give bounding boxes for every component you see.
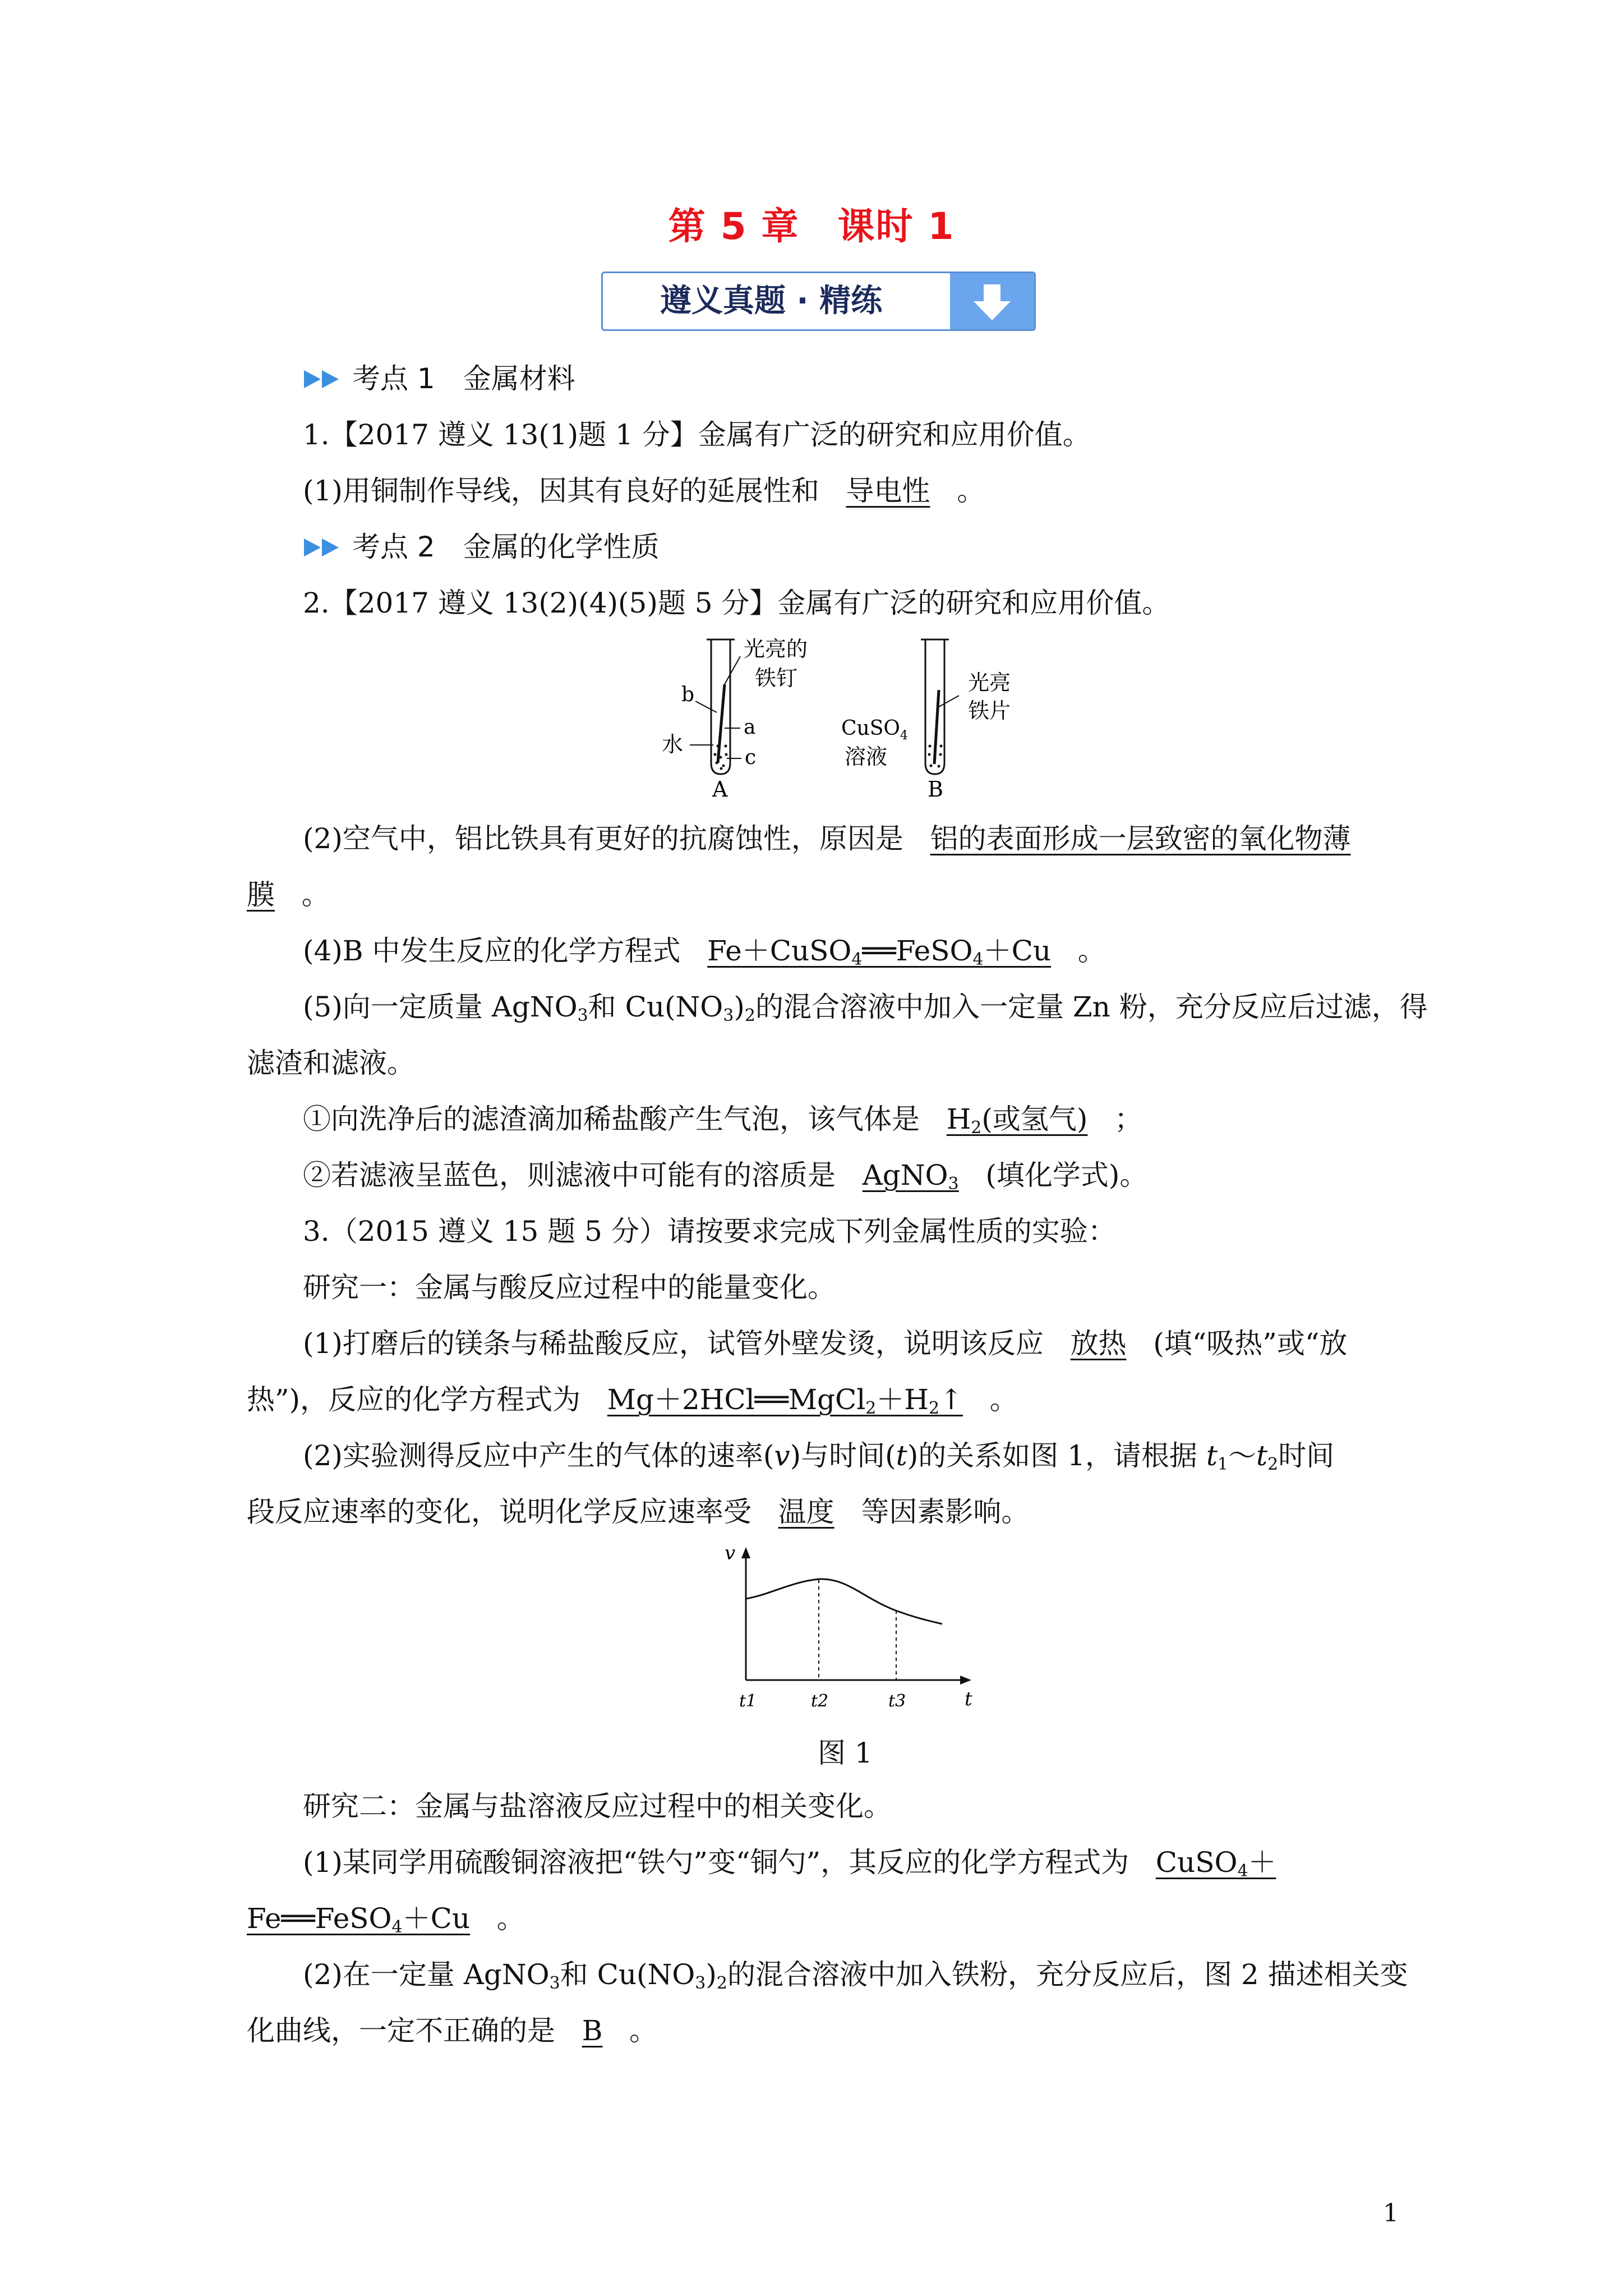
q3-r1-part1-line1: (1)打磨后的镁条与稀盐酸反应，试管外壁发烫，说明该反应 放热 (填“吸热”或“放 [303, 1327, 1348, 1360]
answer: Fe══FeSO$_4$＋Cu [247, 1902, 471, 1937]
double-triangle-icon [303, 361, 342, 401]
label-solution: 溶液 [845, 744, 888, 769]
page-number: 1 [1383, 2199, 1399, 2228]
y-axis-label: v [725, 1543, 736, 1565]
q3-r1-part2-line2: 段反应速率的变化，说明化学反应速率受 温度 等因素影响。 [247, 1496, 1030, 1528]
figure-1-caption: 图 1 [818, 1737, 873, 1769]
answer: 温度 [778, 1496, 834, 1528]
section-kaodian-1 [303, 359, 575, 401]
label-c: c [745, 746, 757, 769]
answer: 膜 [247, 878, 275, 911]
q3-research2: 研究二：金属与盐溶液反应过程中的相关变化。 [303, 1790, 892, 1823]
q2-part4: (4)B 中发生反应的化学方程式 Fe＋CuSO$_4$══FeSO$_4$＋Cu 。 [303, 935, 1106, 969]
label-a: a [744, 716, 756, 739]
label-tube-a: A [712, 777, 728, 802]
answer: 导电性 [846, 475, 930, 507]
q3-stem: 3.（2015 遵义 15 题 5 分）请按要求完成下列金属性质的实验： [303, 1215, 1116, 1248]
label-shiny: 光亮 [968, 670, 1011, 695]
q2-sub1: ①向洗净后的滤渣滴加稀盐酸产生气泡，该气体是 $H_2$(或氢气) ； [303, 1103, 1143, 1138]
q3-r2-part2-line1: (2)在一定量 AgNO$_3$和 $Cu(NO_3)_2$的混合溶液中加入铁粉，充分反应后，图 2 描述相关变 [303, 1958, 1408, 1993]
figure-1-rate-curve [718, 1543, 981, 1717]
q3-r1-part2-line1: (2)实验测得反应中产生的气体的速率(v)与时间(t)的关系如图 1，请根据 $t_1\sim t_2$时间 [303, 1439, 1335, 1474]
answer: $H_2$(或氢气) [946, 1103, 1088, 1138]
section-label: 考点 2 金属的化学性质 [352, 531, 660, 563]
label-iron-sheet: 铁片 [968, 698, 1011, 723]
q1-stem: 1.【2017 遵义 13(1)题 1 分】金属有广泛的研究和应用价值。 [303, 418, 1091, 451]
x-axis-arrow [960, 1676, 971, 1685]
q2-part2-line2: 膜 。 [247, 878, 330, 911]
section-kaodian-2 [303, 527, 660, 569]
q2-stem: 2.【2017 遵义 13(2)(4)(5)题 5 分】金属有广泛的研究和应用价值。 [303, 587, 1170, 619]
q3-r2-part1-line1: (1)某同学用硫酸铜溶液把“铁勺”变“铜勺”，其反应的化学方程式为 CuSO$_4$＋ [303, 1846, 1276, 1881]
q3-r2-part2-line2: 化曲线，一定不正确的是 B 。 [247, 2014, 658, 2047]
banner-label: 遵义真题 · 精练 [660, 283, 883, 319]
rate-curve [746, 1579, 942, 1624]
tick-t1: t1 [739, 1691, 757, 1711]
label-shiny-nail: 光亮的 [744, 637, 808, 661]
x-axis-label: t [965, 1688, 972, 1710]
test-tube-a [690, 639, 741, 774]
answer: 放热 [1070, 1327, 1127, 1360]
answer: Fe＋CuSO$_4$══FeSO$_4$＋Cu [707, 935, 1052, 969]
test-tube-b [921, 639, 959, 774]
section-banner [601, 272, 1036, 331]
label-water: 水 [662, 732, 684, 757]
q2-part5-line2: 滤渣和滤液。 [247, 1047, 415, 1079]
answer: $Mg+2HCl══MgCl_2+H_2↑$ [607, 1383, 963, 1418]
q2-part5-line1: (5)向一定质量 AgNO$_3$和 $Cu(NO_3)_2$的混合溶液中加入一定量 Zn 粉，充分反应后过滤，得 [303, 991, 1428, 1025]
answer: AgNO$_3$ [862, 1159, 959, 1194]
chapter-title: 第 5 章 课时 1 [668, 205, 955, 248]
label-tube-b: B [928, 777, 943, 802]
down-arrow-icon [950, 273, 1034, 329]
label-b: b [681, 683, 695, 706]
answer: B [582, 2014, 603, 2047]
answer: 铝的表面形成一层致密的氧化物薄 [930, 822, 1351, 855]
q3-r1-part1-line2: 热”)，反应的化学方程式为 $Mg+2HCl══MgCl_2+H_2↑$ 。 [247, 1383, 1018, 1418]
y-axis-arrow [741, 1547, 750, 1558]
q2-part2-line1: (2)空气中，铝比铁具有更好的抗腐蚀性，原因是 铝的表面形成一层致密的氧化物薄 [303, 822, 1351, 855]
label-nail: 铁钉 [755, 666, 798, 691]
q3-research1: 研究一：金属与酸反应过程中的能量变化。 [303, 1271, 836, 1304]
q1-part1: (1)用铜制作导线，因其有良好的延展性和 导电性 。 [303, 475, 985, 507]
answer: CuSO$_4$＋ [1155, 1846, 1276, 1881]
double-triangle-icon [303, 530, 342, 569]
test-tube-figure [662, 634, 1054, 802]
label-cuso4: CuSO$_4$ [841, 717, 908, 743]
q2-sub2: ②若滤液呈蓝色，则滤液中可能有的溶质是 AgNO$_3$ (填化学式)。 [303, 1159, 1148, 1194]
tick-t3: t3 [888, 1691, 906, 1711]
q3-r2-part1-line2: Fe══FeSO$_4$＋Cu 。 [247, 1902, 525, 1937]
section-label: 考点 1 金属材料 [352, 362, 575, 395]
tick-t2: t2 [811, 1691, 829, 1711]
